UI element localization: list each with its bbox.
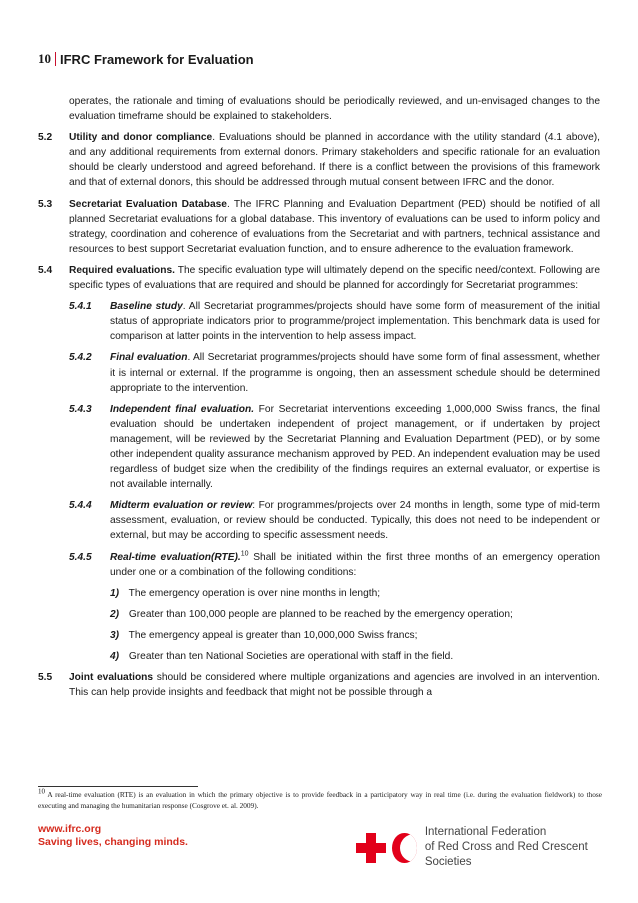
red-crescent-icon	[392, 833, 416, 863]
section-5-4	[38, 263, 600, 293]
condition-number: 4)	[110, 651, 120, 662]
section-5-4-4	[69, 498, 600, 543]
section-heading: Utility and donor compliance	[69, 132, 213, 144]
subsection-number: 5.4.3	[69, 403, 92, 415]
section-body: . The IFRC Planning and Evaluation Department (PED) should be notified of all planned Secretariat evaluations for a global database. This inventory of evaluations can be used to inform policy and strategy, coordination and coherence of evaluations from the Secretariat and with partners, technical assistance and resources to best support Secretariat evaluation function, and to ensure adherence to the evaluation framework.	[69, 198, 600, 255]
header-divider	[55, 52, 56, 66]
subsection-number: 5.4.1	[69, 301, 92, 313]
subsection-number: 5.4.4	[69, 500, 92, 512]
section-5-3	[38, 197, 600, 257]
continued-paragraph: operates, the rationale and timing of evaluations should be periodically reviewed, and un-envisaged changes to the evaluation timeframe should be explained to stakeholders.	[69, 96, 600, 123]
section-5-4-3	[69, 402, 600, 493]
subsection-heading: Real-time evaluation(RTE).	[110, 551, 241, 563]
footnote-reference[interactable]: 10	[240, 550, 249, 558]
red-cross-icon	[356, 833, 380, 863]
section-heading: Secretariat Evaluation Database	[69, 198, 227, 210]
section-number: 5.4	[38, 264, 53, 276]
footnote-text: A real-time evaluation (RTE) is an evaluation in which the primary objective is to provide feedback in a participatory way in real time (i.e. during the evaluation fieldwork) to those executing and managing the humanitarian response (Cosgrove et. al. 2009).	[38, 790, 602, 810]
org-name-line-1: International Federation	[424, 826, 547, 838]
condition-text: The emergency operation is over nine months in length;	[128, 587, 381, 599]
condition-item	[110, 649, 600, 664]
section-body: The specific evaluation type will ultimately depend on the specific need/context. Following are specific types of evaluations that are required and should be planned for accordingly for Secretariat programmes:	[69, 264, 600, 292]
footnote-divider	[38, 786, 198, 787]
page-header	[38, 51, 254, 67]
subsection-body: : For programmes/projects over 24 months in length, some type of mid-term assessment, evaluation, or review should be conducted. Typically, this does not need to be independent or external, but may be according to specific assessment needs.	[110, 500, 600, 542]
condition-item	[110, 586, 600, 601]
condition-number: 3)	[110, 629, 120, 641]
section-number: 5.2	[38, 132, 53, 144]
page-number: 10	[38, 51, 51, 66]
footer-website-block	[38, 823, 188, 849]
subsection-body: . All Secretariat programmes/projects should have some form of final assessment, whether it is internal or external. If the programme is ongoing, then an assessment schedule should be determined appropriate to the intervention.	[110, 352, 600, 394]
footnote-mark: 10	[38, 787, 45, 796]
condition-text: The emergency appeal is greater than 10,000,000 Swiss francs;	[128, 629, 418, 641]
condition-number: 1)	[110, 587, 120, 599]
subsection-number: 5.4.2	[69, 352, 92, 364]
ifrc-logo	[356, 825, 598, 870]
section-body: should be considered where multiple organizations and agencies are involved in an intervention. This can help provide insights and feedback that might not be possible through a	[69, 672, 601, 699]
section-5-5	[38, 670, 600, 700]
condition-item	[110, 607, 600, 622]
section-heading: Required evaluations.	[69, 264, 175, 276]
subsection-heading: Final evaluation	[110, 352, 188, 364]
page-footer	[38, 823, 598, 868]
section-number: 5.3	[38, 198, 53, 210]
section-5-4-2	[69, 350, 600, 395]
subsection-heading: Independent final evaluation.	[110, 403, 255, 415]
org-name-line-2: of Red Cross and Red Crescent Societies	[424, 841, 588, 868]
section-5-2	[38, 130, 600, 190]
section-heading: Joint evaluations	[69, 672, 154, 684]
subsection-number: 5.4.5	[69, 551, 92, 563]
website-link[interactable]: www.ifrc.org	[38, 823, 102, 835]
condition-text: Greater than ten National Societies are operational with staff in the field.	[128, 651, 454, 662]
section-5-4-5	[69, 550, 600, 580]
subsection-body: Shall be initiated within the first three months of an emergency operation under one or a combination of the following conditions:	[110, 551, 600, 578]
section-5-4-1	[69, 299, 600, 344]
subsection-heading: Midterm evaluation or review	[110, 500, 253, 512]
section-number: 5.5	[38, 672, 53, 684]
footnote	[38, 787, 602, 811]
document-title: IFRC Framework for Evaluation	[60, 51, 254, 67]
subsection-body: For Secretariat interventions exceeding 1,000,000 Swiss francs, the final evaluation should be undertaken independent of project management, or if undertaken by project management, will be reviewed by the Secretariat Planning and Evaluation Department (PED), or by some other independent quality assurance mechanism approved by PED. An independent evaluation may be used regardless of budget size when the credibility of the findings requires an external evaluator, or expertise is not available internally.	[110, 403, 600, 491]
condition-text: Greater than 100,000 people are planned to be reached by the emergency operation;	[128, 608, 513, 620]
condition-number: 2)	[110, 608, 120, 620]
section-body: . Evaluations should be planned in accordance with the utility standard (4.1 above), and any additional requirements from external donors. Primary stakeholders and specific rationale for an evaluation should be clearly understood and agreed beforehand. If there is a conflict between the provisions of this framework and that of external donors, this should be addressed through mutual consent between IFRC and the donor.	[69, 132, 601, 189]
condition-item	[110, 628, 600, 643]
page-content	[38, 94, 600, 706]
slogan: Saving lives, changing minds.	[38, 836, 188, 848]
subsection-body: . All Secretariat programmes/projects should have some form of measurement of the initial status of appropriate indicators prior to programme/project implementation. This benchmark data is used for comparison at latter points in the intervention to help assess impact.	[110, 301, 600, 343]
subsection-heading: Baseline study	[110, 301, 183, 313]
organization-name	[425, 825, 598, 870]
